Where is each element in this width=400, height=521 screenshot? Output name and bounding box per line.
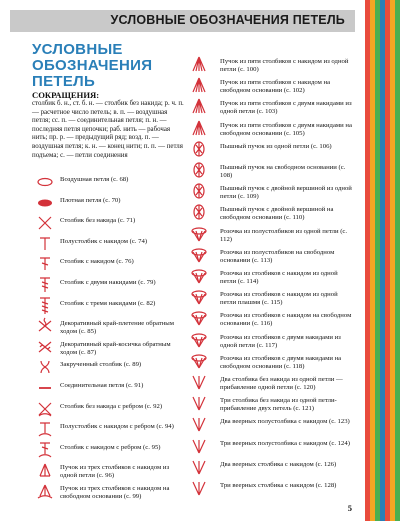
legend-label: Розочка из столбиков с двумя накидами из одной петли (с. 117) (220, 333, 341, 349)
ridge-half-icon (36, 421, 54, 437)
inc-three-single-icon (190, 395, 208, 411)
ridge-double-icon (36, 442, 54, 458)
popcorn-treble-space-icon (190, 353, 208, 369)
cluster-three-space-icon (36, 483, 54, 499)
legend-label: Пучок из пяти столбиков с накидом на свободном основании (с. 102) (220, 79, 331, 95)
legend-label: Розочка из полустолбиков на свободном основании (с. 113) (220, 248, 335, 264)
legend-label: Пучок из трех столбиков с накидом из одной петли (с. 96) (60, 464, 170, 480)
legend-label: Столбик без накида с ребром (с. 92) (60, 402, 163, 410)
stripe (395, 0, 400, 521)
legend-label: Два столбика без накида из одной петли — прибавление одной петли (с. 120) (220, 376, 343, 391)
popcorn-double-icon (190, 268, 208, 284)
ridge-single-icon (36, 401, 54, 417)
legend-label: Три веерных столбика с накидом (с. 128) (220, 482, 337, 489)
legend-label: Столбик с накидом (с. 76) (60, 258, 134, 266)
abbreviations-text: столбик б. н., ст. б. н. — столбик без накида; р. ч. п. — расчетное число петель; в. п. — воздушная петля; сс. п. — соединительная петля; п. н. — последняя петля цепочки; раб. нить — рабочая нить; пр. р. — предыдущий ряд; возд. п. — воздушная петля; к. н. — конец нити; п. п. — петля подъема; с. — петли соединения (32, 100, 184, 159)
legend-label: Два веерных полустолбика с накидом (с. 123) (220, 418, 350, 426)
legend-label: Пышный пучок с двойной вершиной из одной петли (с. 109) (220, 185, 352, 201)
braid-edge-icon (36, 339, 54, 355)
legend-label: Декоративный край-косичка обратным ходом (с. 87) (60, 340, 171, 356)
legend-label: Полустолбик с накидом с ребром (с. 94) (60, 423, 174, 431)
puff-space-icon (190, 162, 208, 178)
legend-label: Пышный пучок из одной петли (с. 106) (220, 142, 332, 150)
v-half-double-icon (190, 416, 208, 432)
inc-two-single-icon (190, 374, 208, 390)
legend-label: Розочка из столбиков с накидом на свободном основании (с. 116) (220, 312, 352, 328)
legend-label: Пучок из трех столбиков с накидом на свободном основании (с. 99) (60, 485, 170, 500)
legend-label: Столбик с тремя накидами (с. 82) (60, 299, 156, 307)
legend-label: Закрученный столбик (с. 89) (60, 361, 142, 369)
popcorn-double-flat-icon (190, 289, 208, 305)
puff-double-top-space-icon (190, 204, 208, 220)
double-crochet-icon (36, 256, 54, 272)
header-title: УСЛОВНЫЕ ОБОЗНАЧЕНИЯ ПЕТЕЛЬ (110, 13, 345, 27)
page-header-bar (10, 10, 355, 32)
treble-crochet-icon (36, 277, 54, 293)
legend-label: Пучок из пяти столбиков с двумя накидами из одной петли (с. 103) (220, 100, 352, 116)
popcorn-double-space-icon (190, 310, 208, 326)
legend-label: Полустолбик с накидом (с. 74) (60, 237, 148, 245)
cluster-five-two-space-icon (190, 120, 208, 136)
popcorn-treble-icon (190, 332, 208, 348)
abbreviations-title: СОКРАЩЕНИЯ: (32, 90, 100, 100)
twisted-stitch-icon (36, 359, 54, 375)
legend-label: Пучок из пяти столбиков с двумя накидами на свободном основании (с. 105) (220, 121, 352, 137)
legend-label: Пышный пучок на свободном основании (с. 108) (220, 164, 346, 179)
v-two-double-icon (190, 459, 208, 475)
legend-label: Три столбика без накида из одной петли-прибавление двух петель (с. 121) (220, 397, 337, 413)
legend-label: Воздушная петля (с. 68) (60, 176, 129, 183)
legend-label: Столбик с двумя накидами (с. 79) (60, 279, 156, 286)
legend-label: Три веерных полустолбика с накидом (с. 124) (220, 439, 350, 447)
legend-label: Розочка из столбиков с двумя накидами на свободном основании (с. 118) (220, 354, 342, 370)
legend-label: Столбик с накидом с ребром (с. 95) (60, 443, 161, 451)
page-number: 5 (347, 503, 352, 513)
legend-label: Розочка из столбиков с накидом из одной петли плашмя (с. 115) (220, 291, 338, 307)
cluster-three-icon (36, 462, 54, 478)
puff-icon (190, 141, 208, 157)
page-title: УСЛОВНЫЕ ОБОЗНАЧЕНИЯ ПЕТЕЛЬ (32, 41, 153, 90)
slip-stitch-icon (36, 380, 54, 396)
cluster-five-icon (190, 56, 208, 72)
cluster-five-two-icon (190, 98, 208, 114)
legend-label: Соединительная петля (с. 91) (60, 382, 144, 389)
popcorn-half-space-icon (190, 247, 208, 263)
chain-oval-icon (36, 174, 54, 190)
legend-label: Декоративный край-плетение обратным ходом (с. 85) (60, 320, 175, 336)
v-three-double-icon (190, 480, 208, 496)
popcorn-half-icon (190, 226, 208, 242)
legend-label: Пучок из пяти столбиков с накидом из одной петли (с. 100) (220, 58, 349, 73)
legend-label: Плотная петля (с. 70) (60, 196, 121, 204)
v-three-half-icon (190, 438, 208, 454)
legend-label: Розочка из столбиков с накидом из одной петли (с. 114) (220, 270, 338, 285)
half-double-icon (36, 236, 54, 252)
triple-treble-icon (36, 298, 54, 314)
legend-label: Два веерных столбика с накидом (с. 126) (220, 460, 337, 468)
crab-edge-icon (36, 318, 54, 334)
color-stripes (365, 0, 400, 521)
tight-chain-icon (36, 195, 54, 211)
legend-label: Розочка из полустолбиков из одной петли (с. 112) (220, 227, 348, 243)
cluster-five-space-icon (190, 77, 208, 93)
legend-label: Столбик без накида (с. 71) (60, 217, 136, 225)
puff-double-top-icon (190, 183, 208, 199)
legend-label: Пышный пучок с двойной вершиной на свободном основании (с. 110) (220, 206, 334, 222)
single-crochet-x-icon (36, 215, 54, 231)
